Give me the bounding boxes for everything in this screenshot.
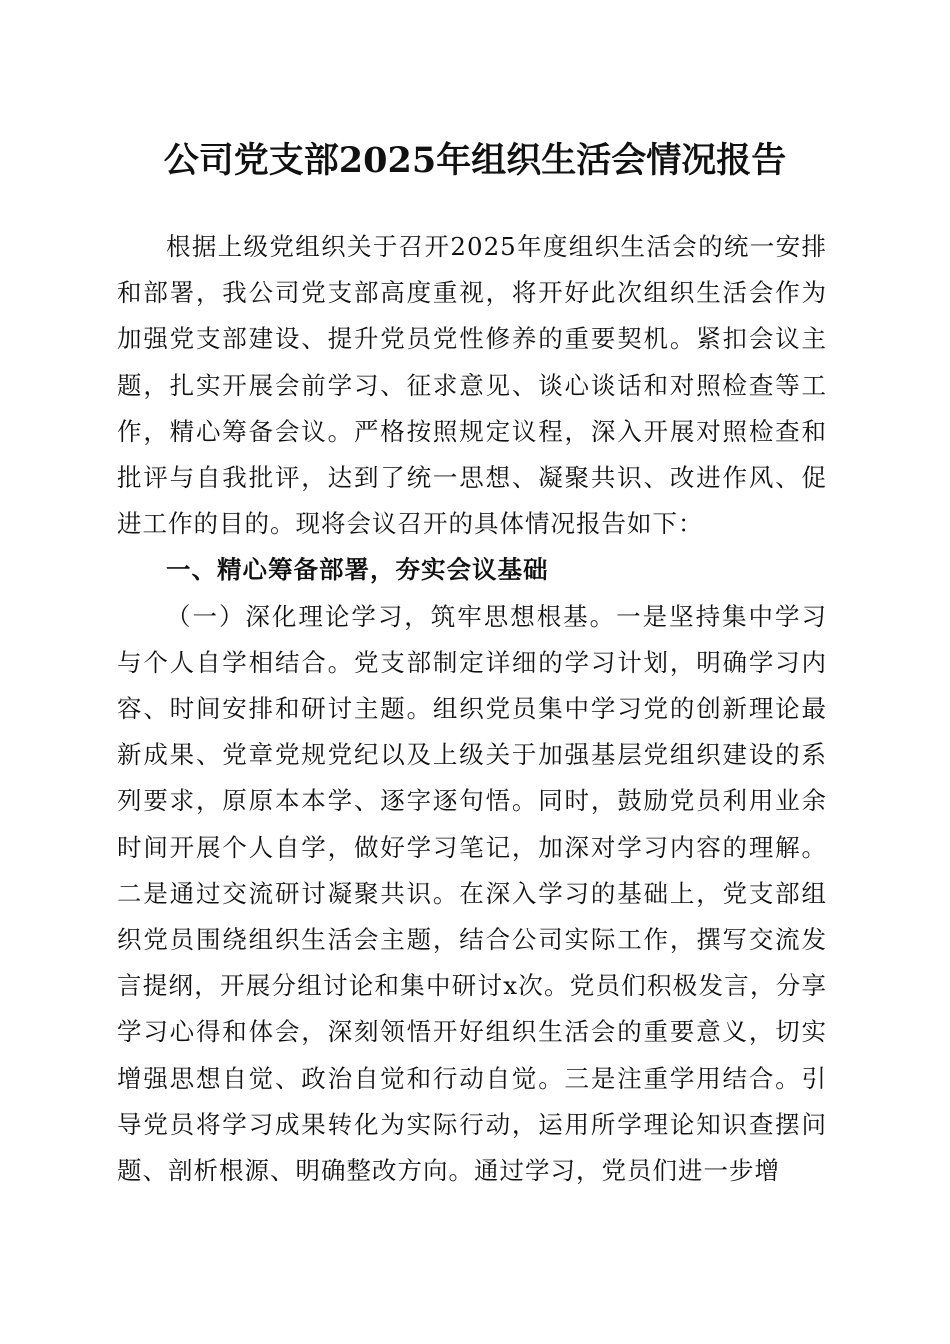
subsection-paragraph-1 xyxy=(117,594,827,1195)
intro-paragraph: 根据上级党组织关于召开2025年度组织生活会的统一安排和部署，我公司党支部高度重视，将开好此次组织生活会作为加强党支部建设、提升党员党性修养的重要契机。紧扣会议主题，扎实开展会前学习、征求意见、谈心谈话和对照检查等工作，精心筹备会议。严格按照规定议程，深入开展对照检查和批评与自我批评，达到了统一思想、凝聚共识、改进作风、促进工作的目的。现将会议召开的具体情况报告如下： xyxy=(117,232,827,539)
subsection-heading-1: （一）深化理论学习，筑牢思想根基。 xyxy=(166,601,617,631)
document-title: 公司党支部2025年组织生活会情况报告 xyxy=(163,140,787,181)
section-heading-1: 一、精心筹备部署，夯实会议基础 xyxy=(166,555,549,585)
document-body xyxy=(117,224,827,1194)
subsection-text-1: 一是坚持集中学习与个人自学相结合。党支部制定详细的学习计划，明确学习内容、时间安排和研讨主题。组织党员集中学习党的创新理论最新成果、党章党规党纪以及上级关于加强基层党组织建设的系列要求，原原本本学、逐字逐句悟。同时，鼓励党员利用业余时间开展个人自学，做好学习笔记，加深对学习内容的理解。二是通过交流研讨凝聚共识。在深入学习的基础上，党支部组织党员围绕组织生活会主题，结合公司实际工作，撰写交流发言提纲，开展分组讨论和集中研讨x次。党员们积极发言，分享学习心得和体会，深刻领悟开好组织生活会的重要意义，切实增强思想自觉、政治自觉和行动自觉。三是注重学用结合。引导党员将学习成果转化为实际行动，运用所学理论知识查摆问题、剖析根源、明确整改方向。通过学习，党员们进一步增 xyxy=(117,601,828,1186)
